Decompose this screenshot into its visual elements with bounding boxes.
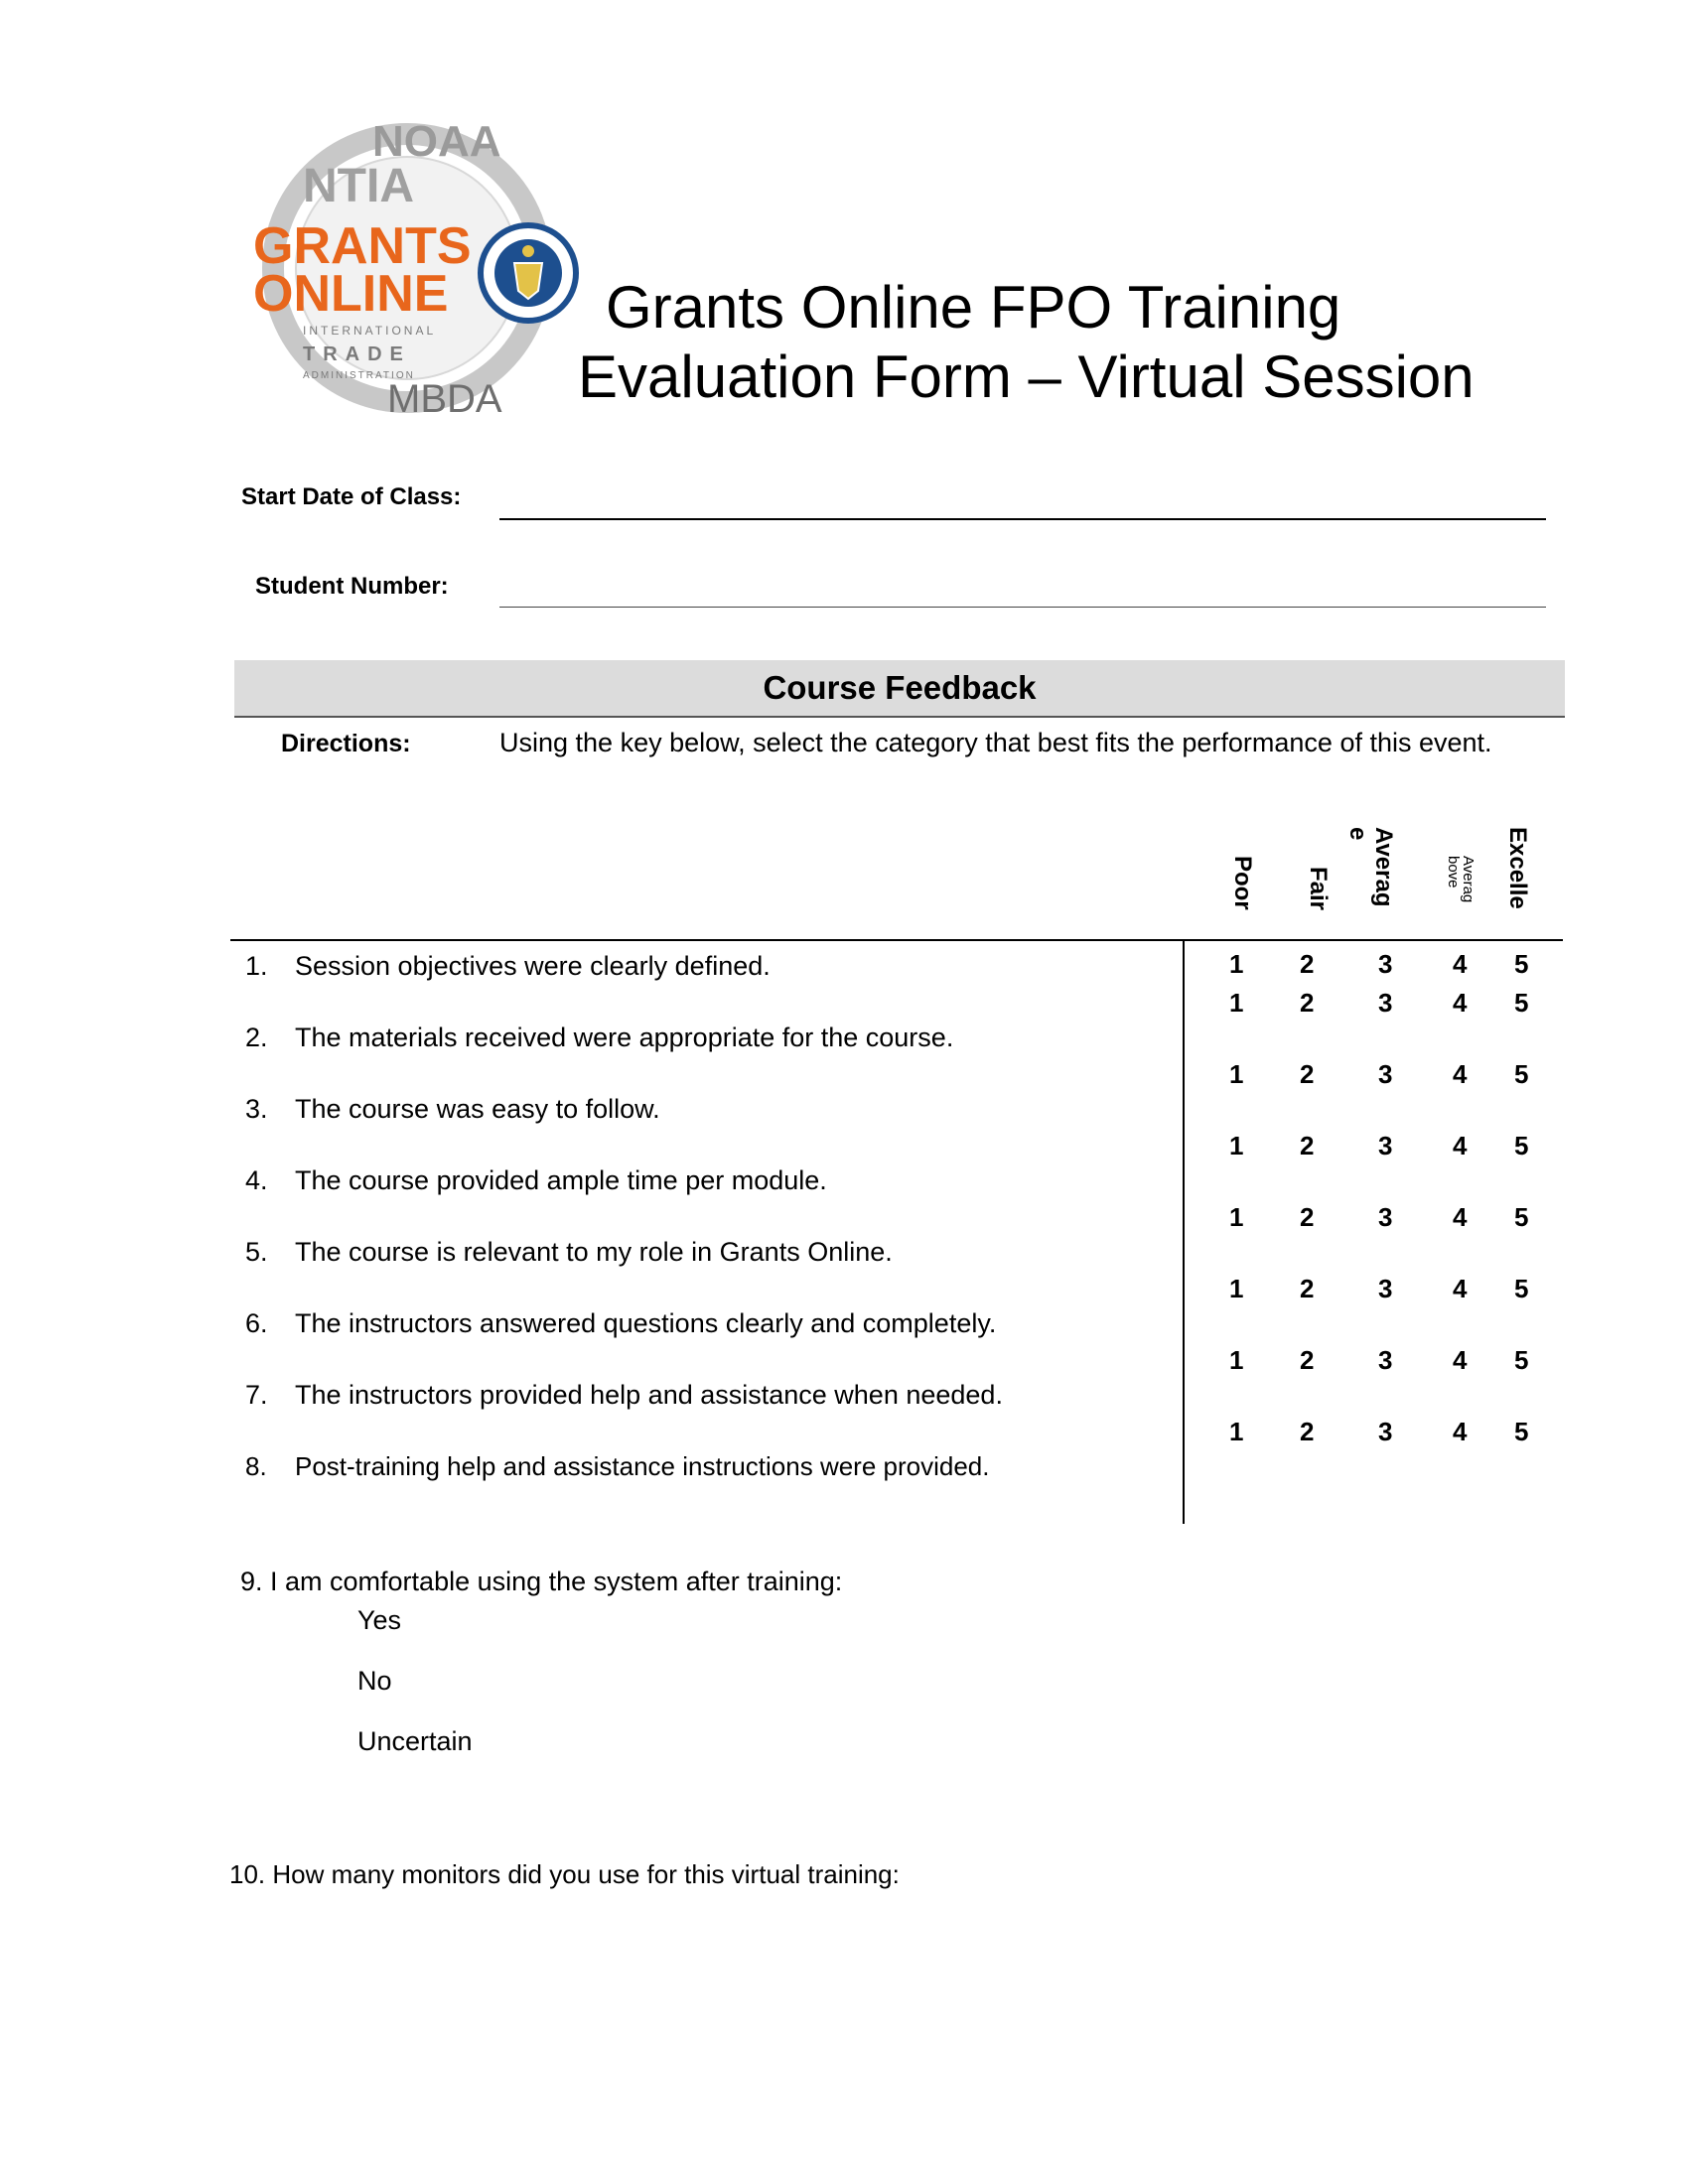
rating-4[interactable]: 4	[1453, 949, 1468, 979]
question-10-text: 10. How many monitors did you use for this virtual training:	[229, 1859, 900, 1889]
course-feedback-header: Course Feedback	[234, 660, 1565, 718]
rating-1[interactable]: 1	[1229, 988, 1244, 1018]
table-vertical-rule	[1183, 940, 1185, 1524]
rating-1[interactable]: 1	[1229, 1202, 1244, 1232]
rating-3[interactable]: 3	[1378, 949, 1393, 979]
rating-5[interactable]: 5	[1514, 1131, 1529, 1160]
rating-5[interactable]: 5	[1514, 988, 1529, 1018]
mbda-text: MBDA	[387, 377, 502, 421]
option-yes[interactable]: Yes	[357, 1605, 402, 1635]
student-number-label: Student Number:	[255, 573, 449, 600]
ita-line-2: TRADE	[303, 343, 411, 365]
rating-row	[1221, 1131, 1549, 1162]
question-text: The instructors provided help and assistance when needed.	[295, 1380, 1003, 1410]
rating-4[interactable]: 4	[1453, 1417, 1468, 1446]
rating-2[interactable]: 2	[1300, 1131, 1315, 1160]
rating-row	[1221, 988, 1549, 1020]
start-date-label: Start Date of Class:	[241, 483, 462, 510]
rating-4[interactable]: 4	[1453, 1059, 1468, 1089]
rating-5[interactable]: 5	[1514, 1274, 1529, 1303]
rating-5[interactable]: 5	[1514, 1345, 1529, 1375]
rating-header-fair: Fair	[1305, 867, 1332, 911]
rating-row	[1221, 1202, 1549, 1234]
rating-row	[1221, 949, 1549, 981]
question-number: 7.	[245, 1380, 268, 1410]
commerce-seal-icon	[481, 225, 576, 321]
rating-3[interactable]: 3	[1378, 1131, 1393, 1160]
rating-row	[1221, 1274, 1549, 1305]
rating-5[interactable]: 5	[1514, 949, 1529, 979]
directions-text: Using the key below, select the category that best fits the performance of this event.	[499, 728, 1492, 757]
rating-2[interactable]: 2	[1300, 1274, 1315, 1303]
rating-4[interactable]: 4	[1453, 1274, 1468, 1303]
rating-4[interactable]: 4	[1453, 1202, 1468, 1232]
question-number: 4.	[245, 1165, 268, 1195]
rating-3[interactable]: 3	[1378, 1202, 1393, 1232]
rating-2[interactable]: 2	[1300, 1417, 1315, 1446]
rating-3[interactable]: 3	[1378, 1274, 1393, 1303]
rating-header-above-average-line-2: bove	[1445, 856, 1462, 888]
rating-row	[1221, 1345, 1549, 1377]
logo-line-1: GRANTS	[253, 217, 472, 275]
ita-line-3: ADMINISTRATION	[303, 370, 415, 381]
question-text: Session objectives were clearly defined.	[295, 951, 771, 981]
question-text: The course was easy to follow.	[295, 1094, 660, 1124]
rating-1[interactable]: 1	[1229, 949, 1244, 979]
rating-header-average: Averag e	[1344, 827, 1397, 907]
student-number-field[interactable]	[499, 607, 1546, 608]
ntia-text: NTIA	[303, 160, 414, 212]
rating-header-excellent: Excelle	[1504, 827, 1531, 909]
table-header-rule	[230, 939, 1563, 941]
rating-3[interactable]: 3	[1378, 988, 1393, 1018]
rating-row	[1221, 1417, 1549, 1448]
rating-1[interactable]: 1	[1229, 1345, 1244, 1375]
question-text: Post-training help and assistance instructions were provided.	[295, 1451, 990, 1481]
grants-online-logo	[248, 114, 586, 422]
title-line-2: Evaluation Form – Virtual Session	[578, 343, 1475, 410]
rating-2[interactable]: 2	[1300, 1202, 1315, 1232]
question-text: The course provided ample time per module.	[295, 1165, 827, 1195]
rating-5[interactable]: 5	[1514, 1059, 1529, 1089]
question-9-text: 9. I am comfortable using the system after training:	[240, 1567, 843, 1596]
ita-line-1: INTERNATIONAL	[303, 324, 437, 338]
option-no[interactable]: No	[357, 1666, 392, 1696]
question-number: 3.	[245, 1094, 268, 1124]
rating-2[interactable]: 2	[1300, 949, 1315, 979]
rating-1[interactable]: 1	[1229, 1274, 1244, 1303]
rating-4[interactable]: 4	[1453, 988, 1468, 1018]
rating-3[interactable]: 3	[1378, 1345, 1393, 1375]
rating-header-above-average-line-1: Averag	[1460, 856, 1477, 903]
rating-1[interactable]: 1	[1229, 1417, 1244, 1446]
rating-5[interactable]: 5	[1514, 1417, 1529, 1446]
question-number: 8.	[245, 1451, 267, 1481]
rating-3[interactable]: 3	[1378, 1417, 1393, 1446]
rating-1[interactable]: 1	[1229, 1059, 1244, 1089]
question-number: 6.	[245, 1308, 268, 1338]
question-number: 2.	[245, 1023, 268, 1052]
rating-header-above-average	[1446, 856, 1476, 902]
rating-row	[1221, 1059, 1549, 1091]
title-line-1: Grants Online FPO Training	[606, 274, 1341, 341]
logo-line-2: ONLINE	[253, 265, 449, 323]
option-uncertain[interactable]: Uncertain	[357, 1726, 473, 1756]
rating-header-poor: Poor	[1229, 856, 1256, 910]
question-number: 1.	[245, 951, 268, 981]
question-text: The instructors answered questions clearly and completely.	[295, 1308, 997, 1338]
rating-4[interactable]: 4	[1453, 1345, 1468, 1375]
rating-2[interactable]: 2	[1300, 1345, 1315, 1375]
rating-1[interactable]: 1	[1229, 1131, 1244, 1160]
rating-4[interactable]: 4	[1453, 1131, 1468, 1160]
rating-2[interactable]: 2	[1300, 1059, 1315, 1089]
question-text: The materials received were appropriate for the course.	[295, 1023, 954, 1052]
question-number: 5.	[245, 1237, 268, 1267]
directions-label: Directions:	[281, 730, 411, 757]
rating-5[interactable]: 5	[1514, 1202, 1529, 1232]
noaa-text: NOAA	[372, 117, 501, 166]
start-date-field[interactable]	[499, 518, 1546, 520]
rating-2[interactable]: 2	[1300, 988, 1315, 1018]
question-text: The course is relevant to my role in Grants Online.	[295, 1237, 893, 1267]
rating-3[interactable]: 3	[1378, 1059, 1393, 1089]
